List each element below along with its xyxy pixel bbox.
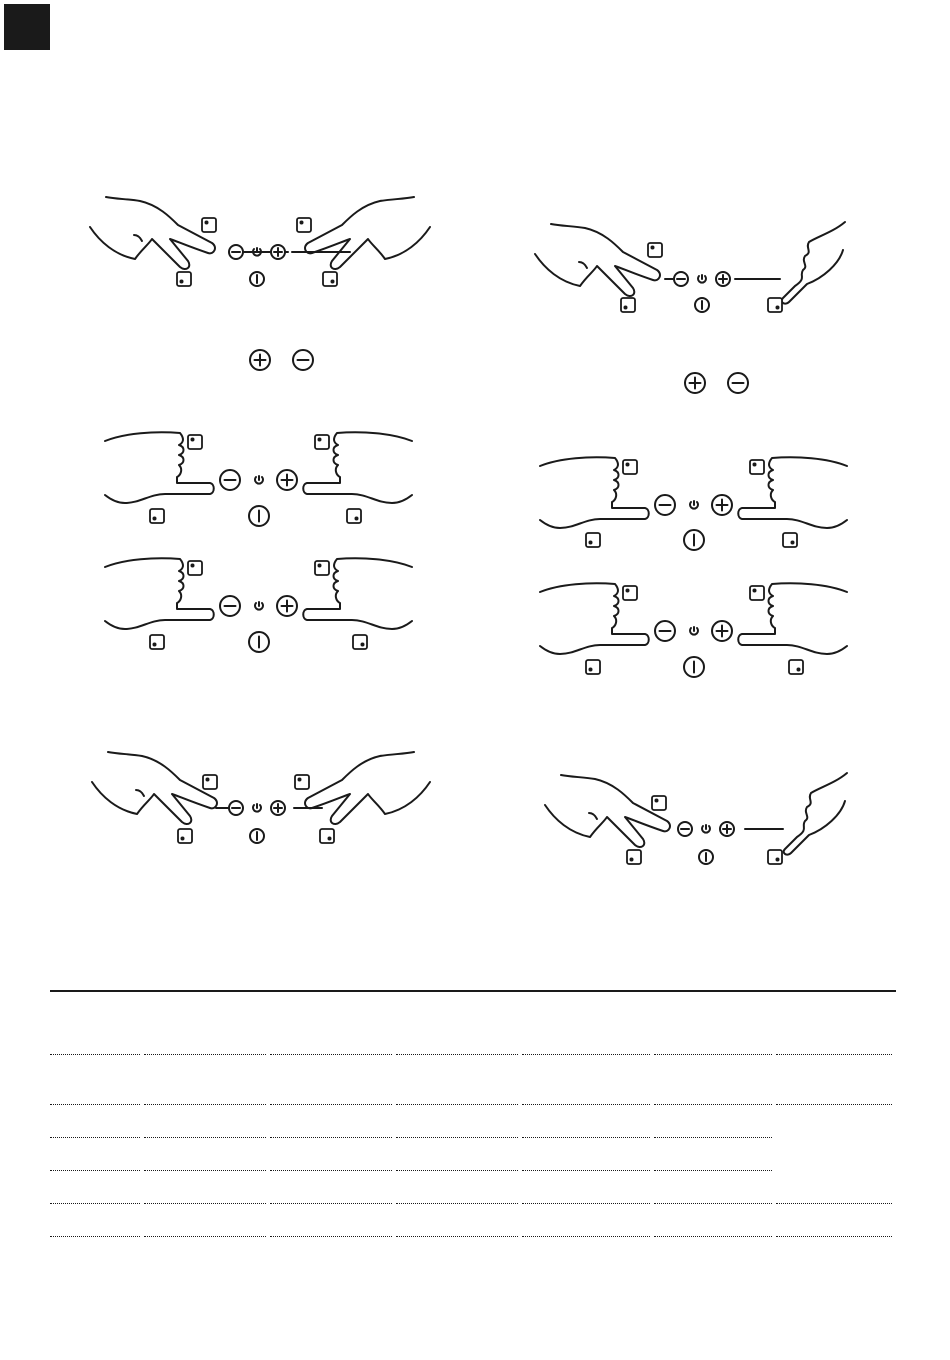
dotted-line-5: [50, 1202, 892, 1204]
section-divider: [50, 990, 896, 992]
diagram-pressing-hands-left-1: [100, 425, 420, 535]
dotted-line-2: [50, 1103, 892, 1105]
diagram-hands-top-right: [525, 212, 865, 327]
plus-minus-keys-right: [680, 368, 760, 398]
dotted-line-4: [50, 1169, 772, 1171]
diagram-pressing-hands-left-2: [100, 551, 420, 661]
diagram-two-hands-top-left: [80, 185, 440, 300]
dotted-line-1: [50, 1053, 892, 1055]
dotted-line-6: [50, 1235, 892, 1237]
diagram-two-hands-bottom-left: [82, 742, 442, 852]
page-corner-tab: [4, 4, 50, 50]
diagram-hands-bottom-right: [535, 765, 865, 875]
dotted-line-3: [50, 1136, 772, 1138]
plus-minus-keys-left: [245, 345, 325, 375]
diagram-pressing-hands-right-2: [535, 576, 855, 686]
diagram-pressing-hands-right-1: [535, 450, 855, 560]
